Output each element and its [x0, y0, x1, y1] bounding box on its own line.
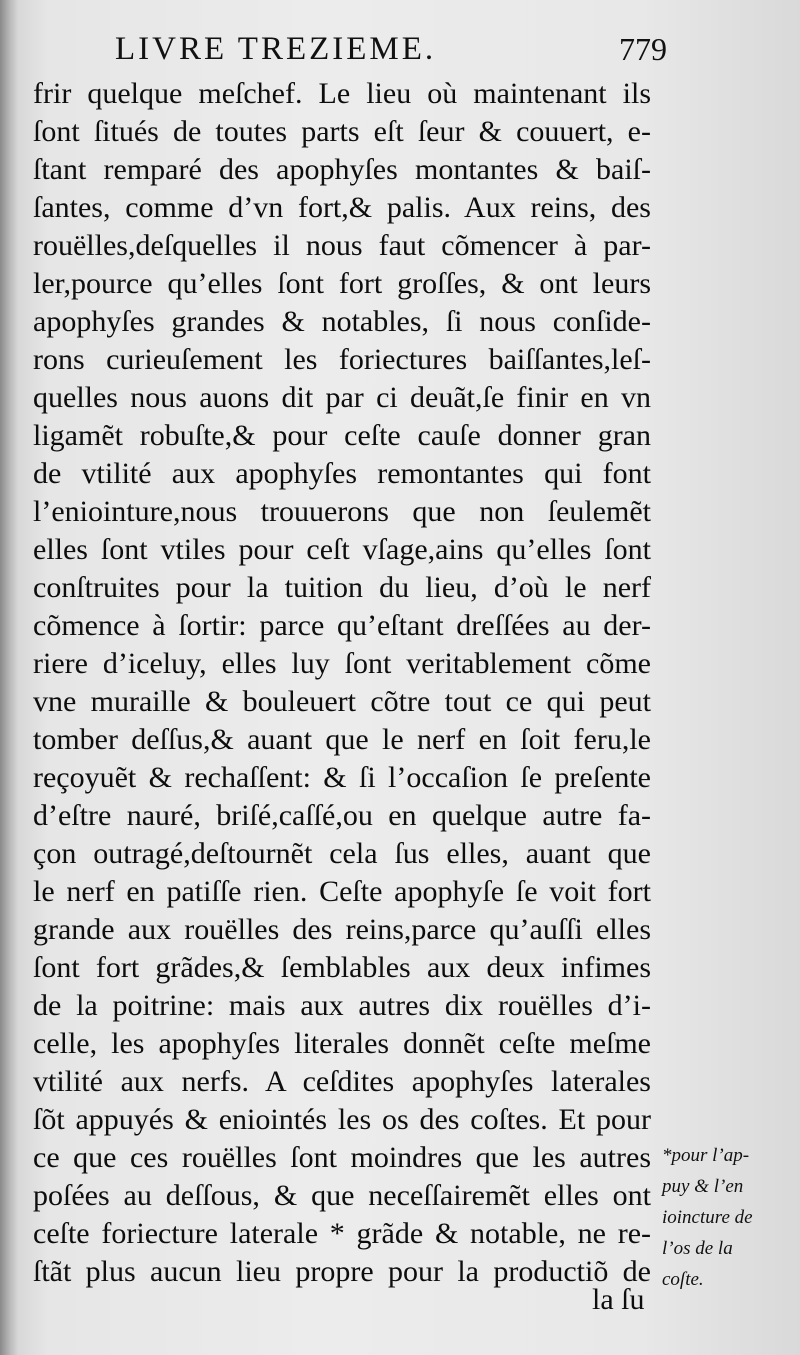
- text-line: le nerf en patiſſe rien. Ceſte apophyſe ſe voit fort: [33, 875, 651, 908]
- text-line: ſont fort grãdes,& ſemblables aux deux infimes: [33, 951, 651, 984]
- marginal-note-line: l’os de la: [662, 1238, 733, 1259]
- text-line: apophyſes grandes & notables, ſi nous conſide-: [33, 305, 651, 338]
- text-line: conſtruites pour la tuition du lieu, d’où le nerf: [33, 571, 651, 604]
- text-line: riere d’iceluy, elles luy ſont veritablement cõme: [33, 647, 651, 680]
- text-line: ſtant remparé des apophyſes montantes & baiſ-: [33, 153, 651, 186]
- text-line: ligamẽt robuſte,& pour ceſte cauſe donner gran: [33, 419, 651, 452]
- text-line: ſtãt plus aucun lieu propre pour la productiõ de: [33, 1255, 651, 1288]
- running-head: LIVRE TREZIEME.: [115, 31, 437, 67]
- text-line: ceſte foriecture laterale * grãde & notable, ne re-: [33, 1217, 651, 1250]
- text-line: rons curieuſement les foriectures baiſſantes,leſ-: [33, 343, 651, 376]
- marginal-note-line: coſte.: [662, 1269, 704, 1290]
- marginal-note: [662, 1140, 792, 1295]
- text-line: l’eniointure,nous trouuerons que non ſeulemẽt: [33, 495, 651, 528]
- text-line: ler,pource qu’elles ſont fort groſſes, & ont leurs: [33, 267, 651, 300]
- text-line: tomber deſſus,& auant que le nerf en ſoit feru,le: [33, 723, 651, 756]
- text-line: d’eſtre nauré, briſé,caſſé,ou en quelque autre fa-: [33, 799, 651, 832]
- text-line: rouëlles,deſquelles il nous faut cõmencer à par-: [33, 229, 651, 262]
- gutter-shadow: [0, 0, 18, 1355]
- page-number: 779: [619, 31, 667, 67]
- text-line: ſõt appuyés & eniointés les os des coſtes. Et pour: [33, 1103, 651, 1136]
- text-line: elles ſont vtiles pour ceſt vſage,ains qu’elles ſont: [33, 533, 651, 566]
- text-line: frir quelque meſchef. Le lieu où maintenant ils: [33, 77, 651, 110]
- marginal-note-line: puy & l’en: [662, 1176, 744, 1197]
- text-line: ſantes, comme d’vn fort,& palis. Aux reins, des: [33, 191, 651, 224]
- text-line: cõmence à ſortir: parce qu’eſtant dreſſées au der-: [33, 609, 651, 642]
- text-line: vne muraille & bouleuert cõtre tout ce qui peut: [33, 685, 651, 718]
- text-line: quelles nous auons dit par ci deuãt,ſe finir en vn: [33, 381, 651, 414]
- text-line: de vtilité aux apophyſes remontantes qui font: [33, 457, 651, 490]
- page-header: [115, 22, 675, 68]
- marginal-note-line: *pour l’ap-: [662, 1145, 750, 1166]
- text-line: grande aux rouëlles des reins,parce qu’auſſi elles: [33, 913, 651, 946]
- main-text-block: [33, 75, 651, 1291]
- text-line: vtilité aux nerfs. A ceſdites apophyſes laterales: [33, 1065, 651, 1098]
- text-line: reçoyuẽt & rechaſſent: & ſi l’occaſion ſe preſente: [33, 761, 651, 794]
- text-line: celle, les apophyſes literales donnẽt ceſte meſme: [33, 1027, 651, 1060]
- text-line: poſées au deſſous, & que neceſſairemẽt elles ont: [33, 1179, 651, 1212]
- catchword: la ſu: [592, 1283, 645, 1316]
- marginal-note-line: ioincture de: [662, 1207, 753, 1228]
- text-line: ce que ces rouëlles ſont moindres que les autres: [33, 1141, 651, 1174]
- text-line: ſont ſitués de toutes parts eſt ſeur & couuert, e-: [33, 115, 651, 148]
- text-line: de la poitrine: mais aux autres dix rouëlles d’i-: [33, 989, 651, 1022]
- text-line: çon outragé,deſtournẽt cela ſus elles, auant que: [33, 837, 651, 870]
